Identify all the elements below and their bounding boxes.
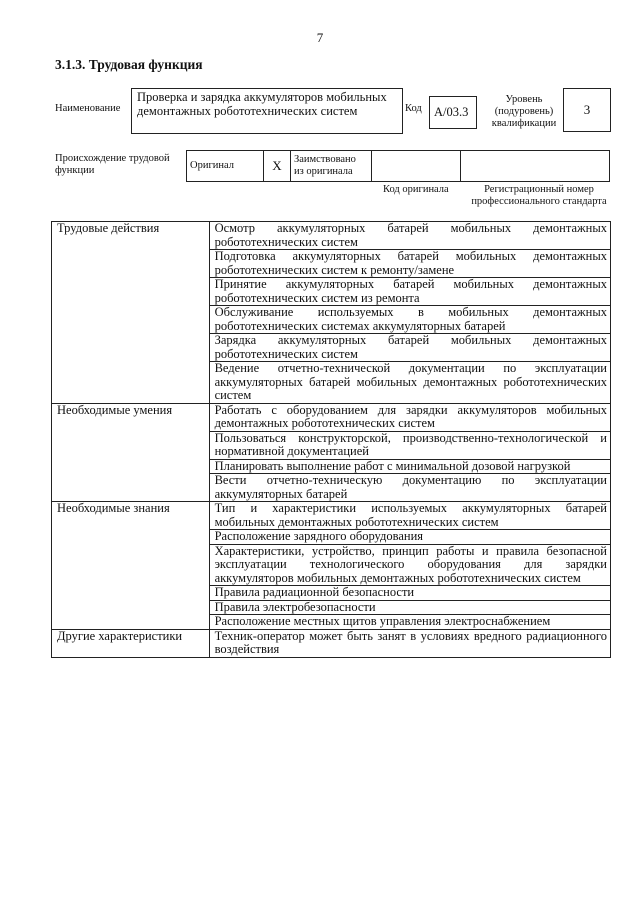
category-cell: Необходимые знания (52, 502, 210, 630)
item-cell: Подготовка аккумуляторных батарей мобильных демонтажных робототехнических систем к ремонту/замене (209, 250, 610, 278)
item-cell: Расположение зарядного оборудования (209, 530, 610, 545)
item-cell: Правила радиационной безопасности (209, 586, 610, 601)
level-label: Уровень (подуровень) квалификации (491, 94, 557, 129)
reg-number-caption: Регистрационный номер профессионального стандарта (471, 184, 607, 207)
name-label: Наименование (55, 103, 121, 114)
section-title: 3.1.3. Трудовая функция (55, 57, 203, 72)
origin-label: Происхождение трудовой функции (55, 153, 170, 176)
origin-table (186, 150, 610, 182)
item-cell: Расположение местных щитов управления электроснабжением (209, 615, 610, 630)
item-cell: Правила электробезопасности (209, 600, 610, 615)
item-cell: Техник-оператор может быть занят в условиях вредного радиационного воздействия (209, 629, 610, 657)
item-cell: Пользоваться конструкторской, производственно-технологической и нормативной документацией (209, 431, 610, 459)
item-cell: Зарядка аккумуляторных батарей мобильных демонтажных робототехнических систем (209, 334, 610, 362)
original-mark: X (264, 151, 291, 182)
table-row (52, 403, 611, 431)
item-cell: Принятие аккумуляторных батарей мобильных демонтажных робототехнических систем из ремонта (209, 278, 610, 306)
item-cell: Характеристики, устройство, принцип работы и правила безопасной эксплуатации технологического оборудования для зарядки аккумуляторов мобильных демонтажных робототехнических систем (209, 544, 610, 586)
code-original-caption: Код оригинала (383, 184, 449, 195)
category-cell: Другие характеристики (52, 629, 210, 657)
item-cell: Обслуживание используемых в мобильных демонтажных робототехнических системах аккумуляторных батарей (209, 306, 610, 334)
table-row (52, 629, 611, 657)
item-cell: Вести отчетно-техническую документацию по эксплуатации аккумуляторных батарей (209, 474, 610, 502)
reg-number-cell (461, 151, 610, 182)
table-row (52, 222, 611, 250)
table-row (52, 502, 611, 530)
category-cell: Трудовые действия (52, 222, 210, 404)
borrowed-label: Заимствовано из оригинала (291, 151, 372, 182)
function-code: A/03.3 (429, 96, 477, 129)
category-cell: Необходимые умения (52, 403, 210, 502)
qualification-level: 3 (563, 88, 611, 132)
page-number: 7 (316, 30, 324, 45)
item-cell: Ведение отчетно-технической документации по эксплуатации аккумуляторных батарей мобильных демонтажных робототехнических систем (209, 362, 610, 404)
code-original-cell (372, 151, 461, 182)
code-label: Код (405, 103, 422, 114)
item-cell: Тип и характеристики используемых аккумуляторных батарей мобильных демонтажных робототехнических систем (209, 502, 610, 530)
item-cell: Планировать выполнение работ с минимальной дозовой нагрузкой (209, 459, 610, 474)
function-table (51, 221, 611, 658)
original-label: Оригинал (187, 151, 264, 182)
item-cell: Работать с оборудованием для зарядки аккумуляторов мобильных демонтажных робототехнических систем (209, 403, 610, 431)
function-name: Проверка и зарядка аккумуляторов мобильных демонтажных робототехнических систем (131, 88, 403, 134)
item-cell: Осмотр аккумуляторных батарей мобильных демонтажных робототехнических систем (209, 222, 610, 250)
